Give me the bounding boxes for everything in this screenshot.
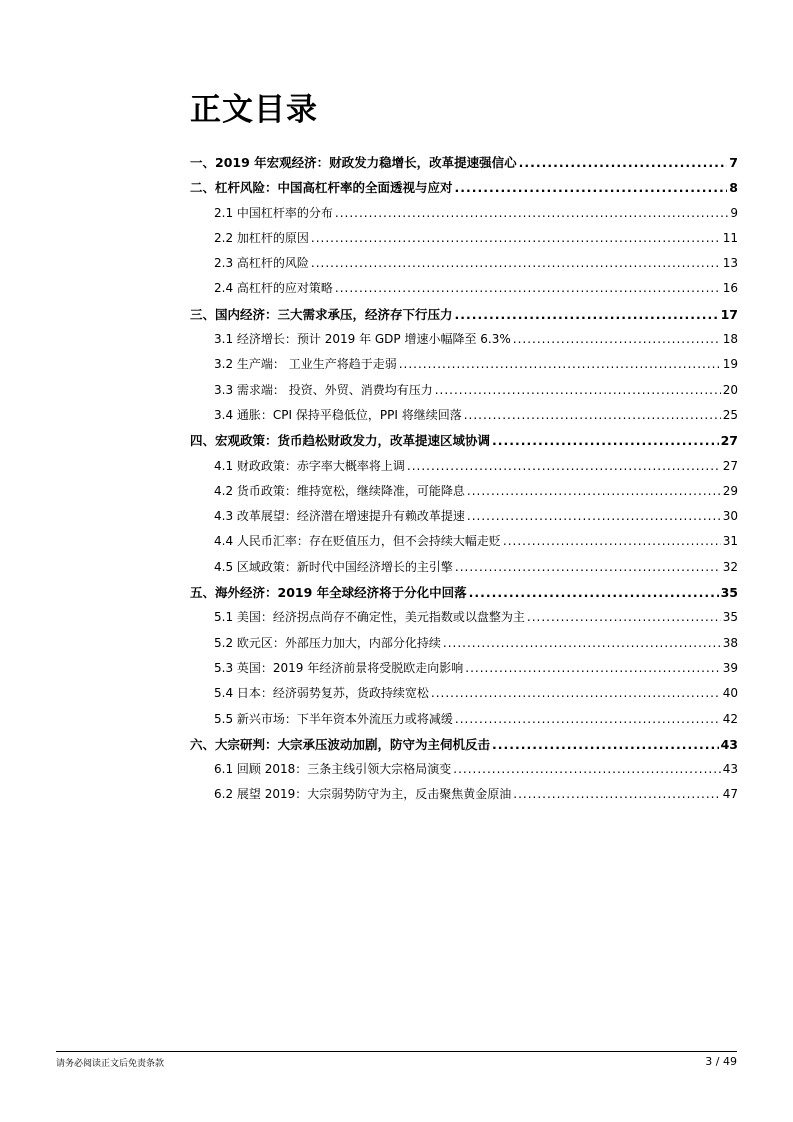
toc-entry-page: 20 (722, 382, 738, 397)
toc-entry-label: 五、海外经济：2019 年全球经济将于分化中回落 (190, 585, 467, 601)
toc-subsection-entry[interactable] (190, 327, 738, 352)
toc-dot-leader (453, 757, 720, 782)
toc-entry-label: 5.2 欧元区：外部压力加大，内部分化持续 (214, 635, 441, 650)
toc-entry-label: 2.4 高杠杆的应对策略 (214, 281, 333, 296)
toc-entry-label: 2.1 中国杠杆率的分布 (214, 205, 333, 220)
toc-dot-leader (399, 352, 721, 377)
toc-subsection-entry[interactable] (190, 276, 738, 301)
toc-entry-label: 6.1 回顾 2018：三条主线引领大宗格局演变 (214, 762, 452, 777)
toc-subsection-entry[interactable] (190, 352, 738, 377)
toc-dot-leader (407, 454, 721, 479)
toc-subsection-entry[interactable] (190, 656, 738, 681)
toc-entry-page: 11 (722, 230, 738, 245)
toc-entry-page: 8 (729, 180, 738, 196)
toc-section-entry[interactable] (190, 150, 738, 175)
toc-section-entry[interactable] (190, 302, 738, 327)
toc-entry-page: 7 (729, 155, 738, 170)
toc-entry-label: 5.1 美国：经济拐点尚存不确定性，美元指数或以盘整为主 (214, 610, 525, 625)
toc-entry-page: 27 (722, 458, 738, 473)
toc-subsection-entry[interactable] (190, 605, 738, 630)
toc-entry-label: 三、国内经济：三大需求承压，经济存下行压力 (190, 306, 453, 322)
toc-dot-leader (435, 378, 721, 403)
toc-entry-label: 4.5 区域政策：新时代中国经济增长的主引擎 (214, 559, 453, 574)
toc-dot-leader (513, 327, 721, 352)
toc-dot-leader (335, 201, 728, 226)
toc-entry-page: 13 (722, 256, 738, 271)
toc-entry-label: 一、2019 年宏观经济：财政发力稳增长，改革提速强信心 (190, 155, 517, 170)
toc-entry-label: 4.4 人民币汇率：存在贬值压力，但不会持续大幅走贬 (214, 534, 501, 549)
toc-subsection-entry[interactable] (190, 757, 738, 782)
footer-divider (56, 1051, 737, 1052)
toc-dot-leader (335, 276, 721, 301)
toc-subsection-entry[interactable] (190, 504, 738, 529)
toc-dot-leader (492, 732, 719, 757)
toc-entry-label: 4.2 货币政策：维持宽松，继续降准，可能降息 (214, 483, 465, 498)
toc-entry-page: 16 (722, 281, 738, 296)
toc-subsection-entry[interactable] (190, 454, 738, 479)
toc-dot-leader (503, 529, 721, 554)
toc-subsection-entry[interactable] (190, 251, 738, 276)
toc-entry-label: 2.3 高杠杆的风险 (214, 256, 309, 271)
toc-entry-label: 四、宏观政策：货币趋松财政发力，改革提速区域协调 (190, 433, 491, 449)
toc-entry-page: 43 (720, 736, 738, 752)
toc-entry-page: 40 (722, 686, 738, 701)
toc-subsection-entry[interactable] (190, 782, 738, 807)
toc-subsection-entry[interactable] (190, 555, 738, 580)
toc-entry-page: 31 (722, 534, 738, 549)
toc-section-entry[interactable] (190, 175, 738, 200)
toc-dot-leader (455, 175, 728, 200)
toc-entry-page: 35 (720, 585, 738, 601)
toc-dot-leader (513, 782, 720, 807)
toc-dot-leader (469, 580, 719, 605)
toc-entry-label: 4.1 财政政策：赤字率大概率将上调 (214, 458, 405, 473)
toc-dot-leader (431, 681, 721, 706)
toc-entry-page: 38 (722, 635, 738, 650)
toc-entry-label: 二、杠杆风险：中国高杠杆率的全面透视与应对 (190, 180, 453, 196)
toc-subsection-entry[interactable] (190, 681, 738, 706)
toc-entry-label: 6.2 展望 2019：大宗弱势防守为主，反击聚焦黄金原油 (214, 787, 512, 802)
footer-page-number: 3 / 49 (705, 1055, 737, 1068)
toc-dot-leader (492, 428, 719, 453)
toc-entry-label: 4.3 改革展望：经济潜在增速提升有赖改革提速 (214, 509, 465, 524)
toc-entry-page: 43 (722, 762, 738, 777)
toc-subsection-entry[interactable] (190, 403, 738, 428)
toc-subsection-entry[interactable] (190, 707, 738, 732)
footer-disclaimer: 请务必阅读正文后免责条款 (56, 1059, 165, 1069)
toc-entry-page: 29 (722, 483, 738, 498)
toc-entry-page: 42 (722, 711, 738, 726)
toc-dot-leader (467, 479, 721, 504)
toc-entry-label: 5.5 新兴市场：下半年资本外流压力或将减缓 (214, 711, 453, 726)
toc-entry-page: 9 (730, 205, 738, 220)
toc-entry-page: 18 (722, 332, 738, 347)
toc-dot-leader (455, 707, 721, 732)
toc-subsection-entry[interactable] (190, 631, 738, 656)
toc-dot-leader (455, 555, 721, 580)
toc-dot-leader (527, 605, 721, 630)
toc-entry-label: 六、大宗研判：大宗承压波动加剧，防守为主伺机反击 (190, 736, 491, 752)
toc-entry-page: 35 (722, 610, 738, 625)
toc-section-entry[interactable] (190, 732, 738, 757)
toc-section-entry[interactable] (190, 580, 738, 605)
toc-subsection-entry[interactable] (190, 378, 738, 403)
toc-entry-page: 19 (722, 357, 738, 372)
toc-dot-leader (455, 302, 719, 327)
toc-dot-leader (467, 504, 721, 529)
toc-entry-page: 17 (720, 306, 738, 322)
toc-section-entry[interactable] (190, 428, 738, 453)
toc-subsection-entry[interactable] (190, 479, 738, 504)
toc-dot-leader (465, 656, 720, 681)
page-title: 正文目录 (190, 92, 318, 128)
toc-dot-leader (311, 251, 721, 276)
toc-entry-page: 30 (722, 509, 738, 524)
toc-subsection-entry[interactable] (190, 529, 738, 554)
toc-subsection-entry[interactable] (190, 201, 738, 226)
toc-dot-leader (311, 226, 721, 251)
toc-subsection-entry[interactable] (190, 226, 738, 251)
toc-dot-leader (443, 631, 721, 656)
toc-entry-page: 27 (720, 433, 738, 449)
toc-entry-page: 25 (722, 407, 738, 422)
toc-entry-label: 2.2 加杠杆的原因 (214, 230, 309, 245)
toc-dot-leader (519, 150, 728, 175)
toc-entry-page: 47 (722, 787, 738, 802)
toc-entry-page: 39 (722, 660, 738, 675)
toc-entry-page: 32 (722, 559, 738, 574)
toc-entry-label: 5.4 日本：经济弱势复苏，货政持续宽松 (214, 686, 429, 701)
toc-entry-label: 5.3 英国：2019 年经济前景将受脱欧走向影响 (214, 660, 464, 675)
toc-entry-label: 3.4 通胀：CPI 保持平稳低位，PPI 将继续回落 (214, 407, 462, 422)
toc-entry-label: 3.2 生产端： 工业生产将趋于走弱 (214, 357, 397, 372)
toc-dot-leader (464, 403, 721, 428)
table-of-contents (190, 150, 738, 808)
toc-entry-label: 3.1 经济增长：预计 2019 年 GDP 增速小幅降至 6.3% (214, 332, 511, 347)
toc-entry-label: 3.3 需求端： 投资、外贸、消费均有压力 (214, 382, 433, 397)
